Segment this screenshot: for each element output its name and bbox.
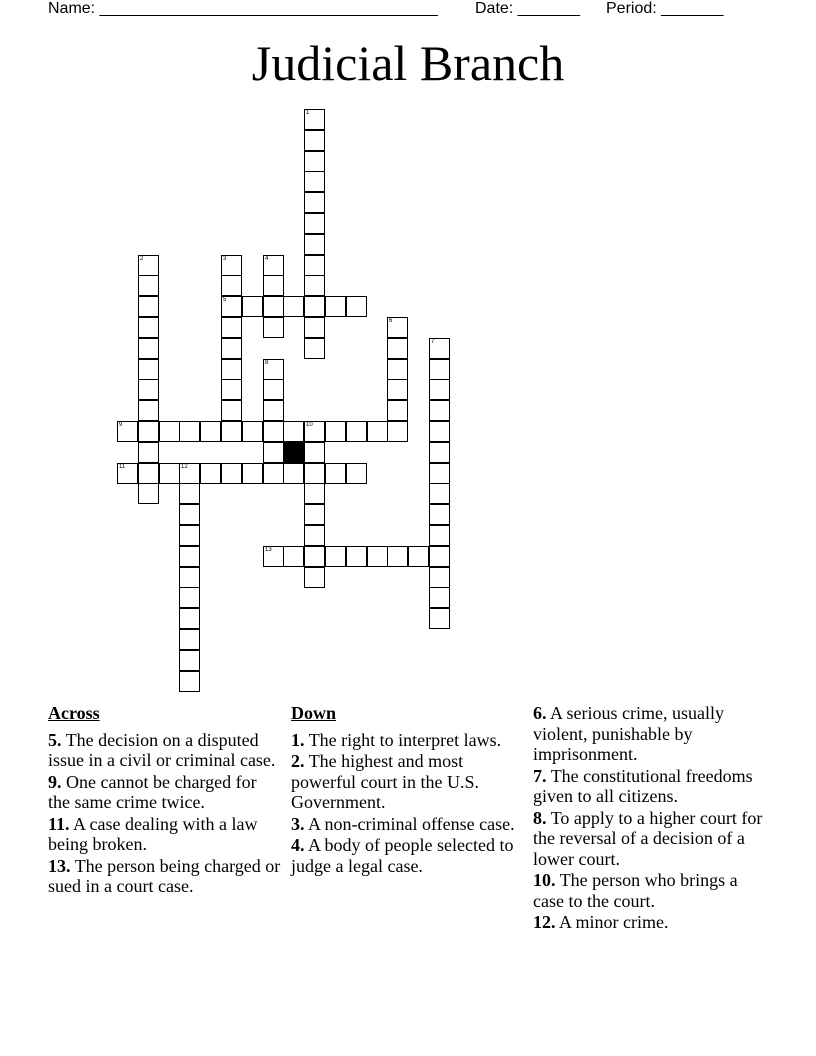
grid-cell[interactable] <box>429 359 450 380</box>
grid-cell[interactable] <box>283 296 304 317</box>
cell-number: 9 <box>119 422 123 428</box>
clue-number: 2. <box>291 751 305 771</box>
cell-number: 3 <box>223 256 227 262</box>
grid-cell[interactable] <box>221 379 242 400</box>
grid-cell[interactable] <box>429 421 450 442</box>
grid-cell[interactable] <box>179 421 200 442</box>
grid-cell[interactable] <box>387 338 408 359</box>
clue-text: A serious crime, usually violent, punishable by imprisonment. <box>533 703 724 764</box>
grid-cell[interactable] <box>304 192 325 213</box>
grid-cell[interactable] <box>179 567 200 588</box>
cell-number: 11 <box>119 464 126 470</box>
cell-number: 1 <box>306 110 310 116</box>
grid-cell[interactable] <box>283 421 304 442</box>
grid-cell[interactable] <box>138 442 159 463</box>
grid-cell[interactable] <box>138 255 159 276</box>
grid-cell[interactable] <box>325 463 346 484</box>
clue-text: The person being charged or sued in a court case. <box>48 855 281 896</box>
grid-cell[interactable] <box>179 671 200 692</box>
grid-cell[interactable] <box>325 546 346 567</box>
grid-cell[interactable] <box>429 442 450 463</box>
clue-text: The constitutional freedoms given to all citizens. <box>533 765 753 806</box>
grid-cell[interactable] <box>387 546 408 567</box>
clue-across-11 <box>48 814 283 855</box>
cell-number: 8 <box>265 360 269 366</box>
grid-cell[interactable] <box>408 546 429 567</box>
black-cell <box>283 442 304 463</box>
grid-cell[interactable] <box>429 338 450 359</box>
grid-cell[interactable] <box>138 421 159 442</box>
cell-number: 4 <box>265 256 269 262</box>
clue-text: The person who brings a case to the court. <box>533 870 738 911</box>
grid-cell[interactable] <box>179 629 200 650</box>
grid-cell[interactable] <box>387 317 408 338</box>
grid-cell[interactable] <box>304 151 325 172</box>
clue-down-6 <box>533 703 773 765</box>
clue-down-10 <box>533 870 773 911</box>
grid-cell[interactable] <box>200 463 221 484</box>
clue-number: 13. <box>48 855 71 876</box>
clue-number: 7. <box>533 765 547 786</box>
grid-cell[interactable] <box>221 359 242 380</box>
grid-cell[interactable] <box>159 463 180 484</box>
clue-number: 1. <box>291 729 305 750</box>
grid-cell[interactable] <box>429 546 450 567</box>
grid-cell[interactable] <box>429 525 450 546</box>
grid-cell[interactable] <box>304 421 325 442</box>
grid-cell[interactable] <box>346 463 367 484</box>
clue-number: 10. <box>533 870 556 890</box>
grid-cell[interactable] <box>429 400 450 421</box>
grid-cell[interactable] <box>221 296 242 317</box>
grid-cell[interactable] <box>367 421 388 442</box>
date-field[interactable]: Date: _______ <box>475 0 580 17</box>
grid-cell[interactable] <box>387 400 408 421</box>
grid-cell[interactable] <box>117 421 138 442</box>
grid-cell[interactable] <box>179 463 200 484</box>
grid-cell[interactable] <box>325 421 346 442</box>
grid-cell[interactable] <box>263 275 284 296</box>
grid-cell[interactable] <box>387 421 408 442</box>
grid-cell[interactable] <box>221 421 242 442</box>
grid-cell[interactable] <box>138 400 159 421</box>
grid-cell[interactable] <box>304 567 325 588</box>
page-title: Judicial Branch <box>251 35 565 91</box>
grid-cell[interactable] <box>263 442 284 463</box>
grid-cell[interactable] <box>179 546 200 567</box>
clue-number: 3. <box>291 813 305 834</box>
cell-number: 6 <box>389 318 393 324</box>
clue-down-7 <box>533 766 773 807</box>
grid-cell[interactable] <box>304 275 325 296</box>
grid-cell[interactable] <box>221 275 242 296</box>
grid-cell[interactable] <box>283 463 304 484</box>
clue-down-3 <box>291 814 516 835</box>
clue-text: One cannot be charged for the same crime twice. <box>48 771 257 812</box>
grid-cell[interactable] <box>242 463 263 484</box>
grid-cell[interactable] <box>283 546 304 567</box>
grid-cell[interactable] <box>263 255 284 276</box>
worksheet-header <box>0 0 816 22</box>
name-field[interactable]: Name: ______________________________________ <box>48 0 438 17</box>
grid-cell[interactable] <box>367 546 388 567</box>
grid-cell[interactable] <box>179 587 200 608</box>
grid-cell[interactable] <box>263 379 284 400</box>
grid-cell[interactable] <box>429 567 450 588</box>
clue-number: 9. <box>48 771 62 792</box>
clue-text: The right to interpret laws. <box>308 729 502 750</box>
grid-cell[interactable] <box>304 213 325 234</box>
clue-number: 6. <box>533 703 547 723</box>
clue-text: A non-criminal offense case. <box>308 813 515 834</box>
grid-cell[interactable] <box>263 359 284 380</box>
grid-cell[interactable] <box>179 504 200 525</box>
grid-cell[interactable] <box>304 483 325 504</box>
grid-cell[interactable] <box>304 234 325 255</box>
grid-cell[interactable] <box>221 317 242 338</box>
grid-cell[interactable] <box>179 483 200 504</box>
grid-cell[interactable] <box>304 171 325 192</box>
grid-cell[interactable] <box>138 317 159 338</box>
clue-text: A body of people selected to judge a legal case. <box>291 835 514 876</box>
grid-cell[interactable] <box>429 608 450 629</box>
grid-cell[interactable] <box>263 317 284 338</box>
grid-cell[interactable] <box>429 504 450 525</box>
clue-text: A minor crime. <box>559 912 669 932</box>
grid-cell[interactable] <box>221 255 242 276</box>
grid-cell[interactable] <box>221 338 242 359</box>
clue-across-9 <box>48 772 283 813</box>
grid-cell[interactable] <box>179 650 200 671</box>
grid-cell[interactable] <box>429 587 450 608</box>
grid-cell[interactable] <box>304 442 325 463</box>
cell-number: 7 <box>431 339 435 345</box>
down-heading: Down <box>291 703 337 723</box>
grid-cell[interactable] <box>304 504 325 525</box>
grid-cell[interactable] <box>263 463 284 484</box>
clue-text: The highest and most powerful court in the U.S. Government. <box>291 751 479 812</box>
grid-cell[interactable] <box>221 400 242 421</box>
across-heading: Across <box>48 703 100 723</box>
grid-cell[interactable] <box>200 421 221 442</box>
grid-cell[interactable] <box>429 483 450 504</box>
grid-cell[interactable] <box>179 525 200 546</box>
grid-cell[interactable] <box>304 525 325 546</box>
grid-cell[interactable] <box>387 359 408 380</box>
grid-cell[interactable] <box>304 317 325 338</box>
grid-cell[interactable] <box>304 463 325 484</box>
grid-cell[interactable] <box>263 296 284 317</box>
down-clues <box>291 703 516 877</box>
down-clues-continued <box>533 703 773 934</box>
grid-cell[interactable] <box>346 421 367 442</box>
grid-cell[interactable] <box>304 130 325 151</box>
clue-down-1 <box>291 730 516 751</box>
grid-cell[interactable] <box>179 608 200 629</box>
grid-cell[interactable] <box>304 546 325 567</box>
clue-text: To apply to a higher court for the reversal of a decision of a lower court. <box>533 807 763 869</box>
cell-number: 12 <box>181 464 188 470</box>
grid-cell[interactable] <box>138 275 159 296</box>
grid-cell[interactable] <box>263 421 284 442</box>
clue-number: 8. <box>533 807 547 828</box>
grid-cell[interactable] <box>304 338 325 359</box>
clue-across-13 <box>48 856 283 897</box>
grid-cell[interactable] <box>263 546 284 567</box>
grid-cell[interactable] <box>138 296 159 317</box>
across-clues <box>48 703 283 898</box>
clue-across-5 <box>48 730 283 771</box>
grid-cell[interactable] <box>304 296 325 317</box>
grid-cell[interactable] <box>138 483 159 504</box>
clue-down-2 <box>291 751 516 813</box>
grid-cell[interactable] <box>138 359 159 380</box>
grid-cell[interactable] <box>242 421 263 442</box>
grid-cell[interactable] <box>325 296 346 317</box>
cell-number: 5 <box>223 297 227 303</box>
grid-cell[interactable] <box>117 463 138 484</box>
grid-cell[interactable] <box>138 338 159 359</box>
grid-cell[interactable] <box>304 109 325 130</box>
period-field[interactable]: Period: _______ <box>606 0 724 17</box>
grid-cell[interactable] <box>242 296 263 317</box>
grid-cell[interactable] <box>346 296 367 317</box>
grid-cell[interactable] <box>263 400 284 421</box>
cell-number: 10 <box>306 422 313 428</box>
clue-down-12 <box>533 912 773 933</box>
clue-number: 11. <box>48 813 70 834</box>
clue-down-4 <box>291 835 516 876</box>
grid-cell[interactable] <box>387 379 408 400</box>
cell-number: 2 <box>140 256 144 262</box>
clue-down-8 <box>533 808 773 870</box>
grid-cell[interactable] <box>138 463 159 484</box>
grid-cell[interactable] <box>429 463 450 484</box>
grid-cell[interactable] <box>346 546 367 567</box>
clue-text: A case dealing with a law being broken. <box>48 813 258 854</box>
clue-number: 4. <box>291 835 305 855</box>
clue-text: The decision on a disputed issue in a civil or criminal case. <box>48 729 276 770</box>
grid-cell[interactable] <box>304 255 325 276</box>
grid-cell[interactable] <box>221 463 242 484</box>
grid-cell[interactable] <box>159 421 180 442</box>
cell-number: 13 <box>265 547 272 553</box>
clue-number: 5. <box>48 729 62 750</box>
clue-number: 12. <box>533 912 556 932</box>
grid-cell[interactable] <box>138 379 159 400</box>
grid-cell[interactable] <box>429 379 450 400</box>
